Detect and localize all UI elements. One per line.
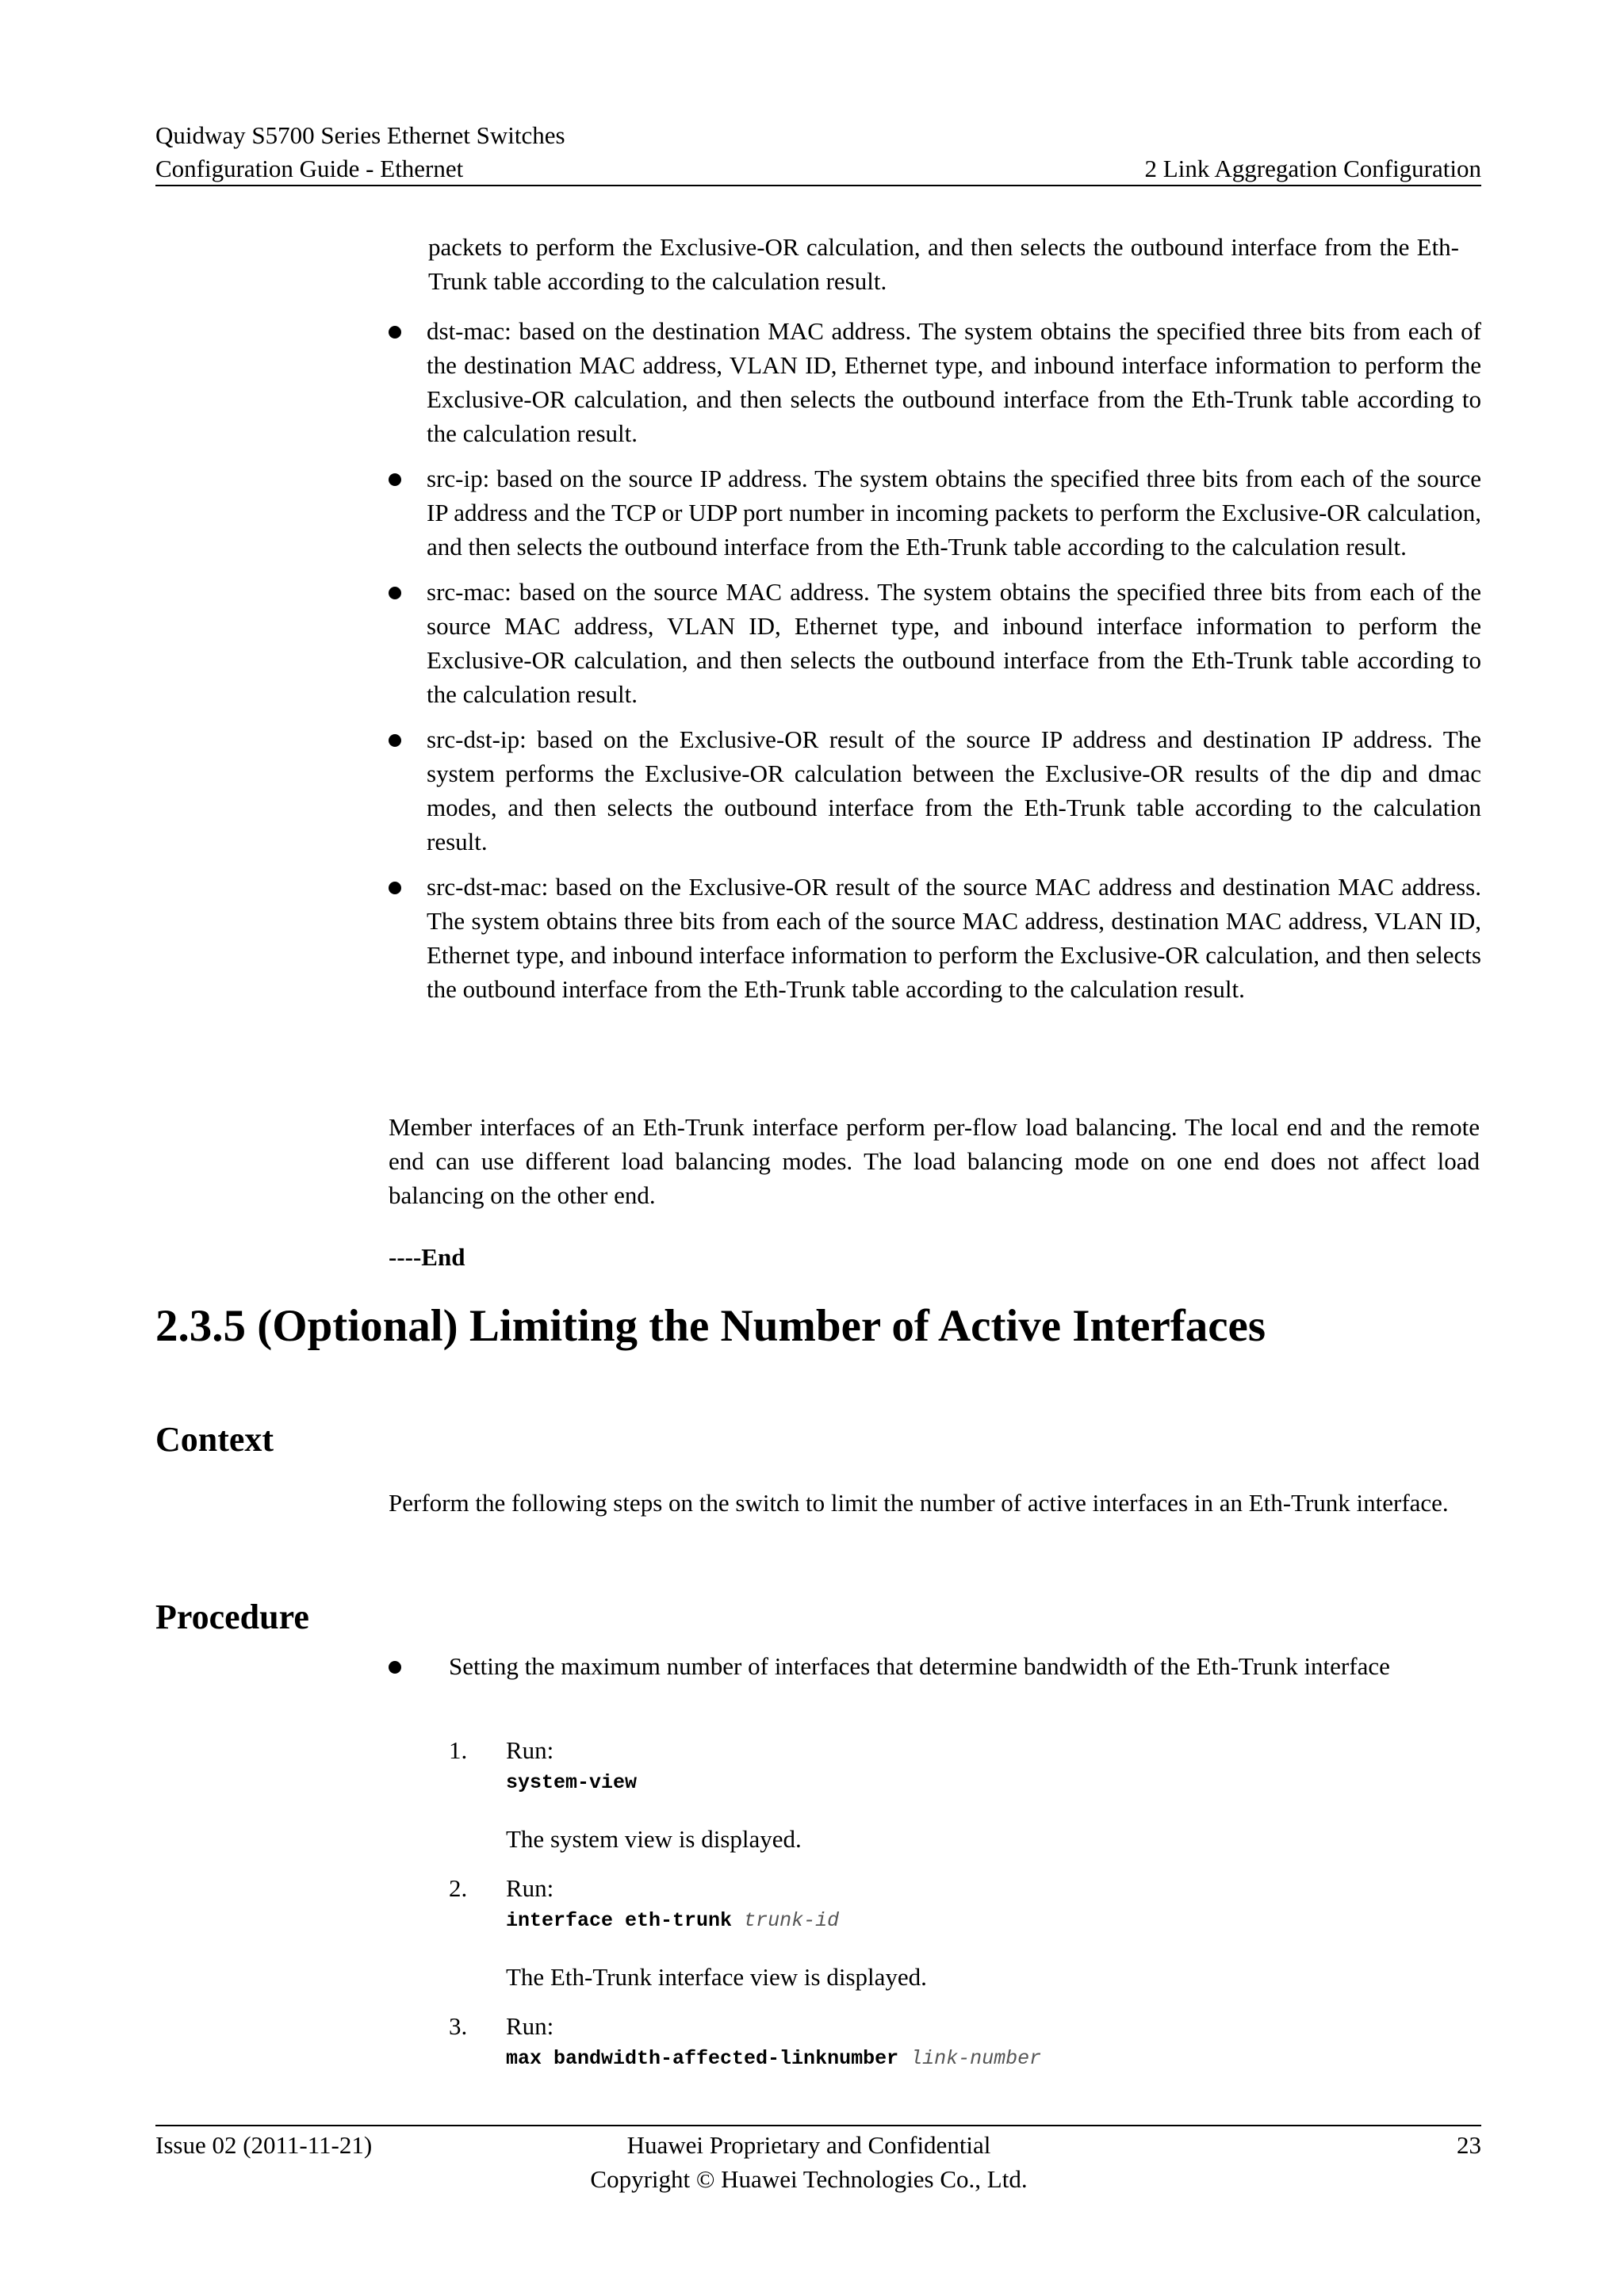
- list-item-text: src-dst-ip: based on the Exclusive-OR result of the source IP address and destination IP address. The system performs the Exclusive-OR calculation between the Exclusive-OR results of the dip and dmac modes, and then selects the outbound interface from the Eth-Trunk table according to the calculation result.: [427, 725, 1481, 855]
- list-item: [389, 461, 1481, 564]
- command-line: [506, 1908, 839, 1934]
- list-item: [389, 722, 1481, 859]
- step-number: 2.: [449, 1874, 468, 1902]
- bullet-icon: [389, 1661, 401, 1674]
- header-guide: Configuration Guide - Ethernet: [155, 155, 464, 182]
- member-paragraph: Member interfaces of an Eth-Trunk interface perform per-flow load balancing. The local end and the remote end can use different load balancing modes. The load balancing mode on one end does not affect load balancing on the other end.: [389, 1113, 1480, 1209]
- list-item-text: src-dst-mac: based on the Exclusive-OR result of the source MAC address and destination MAC address. The system obtains three bits from each of the source MAC address, destination MAC address, VLAN ID, Ethernet type, and inbound interface information to perform the Exclusive-OR calculation, and then selects the outbound interface from the Eth-Trunk table according to the calculation result.: [427, 873, 1481, 1003]
- footer-copyright: Copyright © Huawei Technologies Co., Ltd.: [590, 2165, 1028, 2193]
- procedure-bullet: [389, 1649, 1481, 1683]
- step-number: 1.: [449, 1736, 468, 1764]
- list-item: [389, 314, 1481, 450]
- section-title: 2.3.5 (Optional) Limiting the Number of Active Interfaces: [155, 1301, 1266, 1351]
- continued-text: packets to perform the Exclusive-OR calculation, and then selects the outbound interface from the Eth-Trunk table according to the calculation result.: [428, 233, 1459, 295]
- footer-center: [444, 2128, 1174, 2196]
- command-argument: link-number: [910, 2047, 1042, 2070]
- bullet-icon: [389, 734, 401, 747]
- list-item-text: dst-mac: based on the destination MAC address. The system obtains the specified three bits from each of the destination MAC address, VLAN ID, Ethernet type, and inbound interface information to perform the Exclusive-OR calculation, and then selects the outbound interface from the Eth-Trunk table according to the calculation result.: [427, 317, 1481, 447]
- list-item-text: src-ip: based on the source IP address. The system obtains the specified three bits from each of the source IP address and the TCP or UDP port number in incoming packets to perform the Exclusive-OR calculation, and then selects the outbound interface from the Eth-Trunk table according to the calculation result.: [427, 465, 1481, 561]
- header-rule: [155, 185, 1481, 186]
- list-item: [389, 870, 1481, 1006]
- context-text: Perform the following steps on the switch to limit the number of active interfaces in an Eth-Trunk interface.: [389, 1489, 1449, 1517]
- footer-page-number: 23: [1457, 2131, 1481, 2159]
- footer-proprietary: Huawei Proprietary and Confidential: [626, 2131, 991, 2159]
- procedure-heading: Procedure: [155, 1598, 309, 1636]
- command-keyword: interface eth-trunk: [506, 1909, 733, 1932]
- command-line: [506, 1770, 637, 1797]
- footer-rule: [155, 2125, 1481, 2126]
- step-run-label: Run:: [506, 1736, 554, 1764]
- header-product: Quidway S5700 Series Ethernet Switches: [155, 121, 565, 149]
- header-chapter: 2 Link Aggregation Configuration: [1144, 155, 1481, 182]
- command-argument: trunk-id: [744, 1909, 840, 1932]
- step-description: The system view is displayed.: [506, 1825, 802, 1853]
- bullet-icon: [389, 473, 401, 486]
- hash-mode-list: [389, 314, 1481, 1017]
- step-description: The Eth-Trunk interface view is displayed.: [506, 1963, 927, 1991]
- command-line: [506, 2045, 1041, 2072]
- bullet-icon: [389, 882, 401, 894]
- end-mark: ----End: [389, 1243, 465, 1271]
- context-heading: Context: [155, 1420, 274, 1459]
- step-number: 3.: [449, 2012, 468, 2040]
- step-run-label: Run:: [506, 2012, 554, 2040]
- bullet-icon: [389, 326, 401, 339]
- step-run-label: Run:: [506, 1874, 554, 1902]
- command-keyword: system-view: [506, 1771, 638, 1794]
- command-keyword: max bandwidth-affected-linknumber: [506, 2047, 899, 2070]
- footer-issue: Issue 02 (2011-11-21): [155, 2131, 373, 2159]
- bullet-icon: [389, 587, 401, 599]
- list-item-text: src-mac: based on the source MAC address. The system obtains the specified three bits from each of the source MAC address, VLAN ID, Ethernet type, and inbound interface information to perform the Exclusive-OR calculation, and then selects the outbound interface from the Eth-Trunk table according to the calculation result.: [427, 578, 1481, 708]
- list-item: [389, 575, 1481, 711]
- procedure-bullet-text: Setting the maximum number of interfaces that determine bandwidth of the Eth-Trunk interface: [449, 1652, 1390, 1680]
